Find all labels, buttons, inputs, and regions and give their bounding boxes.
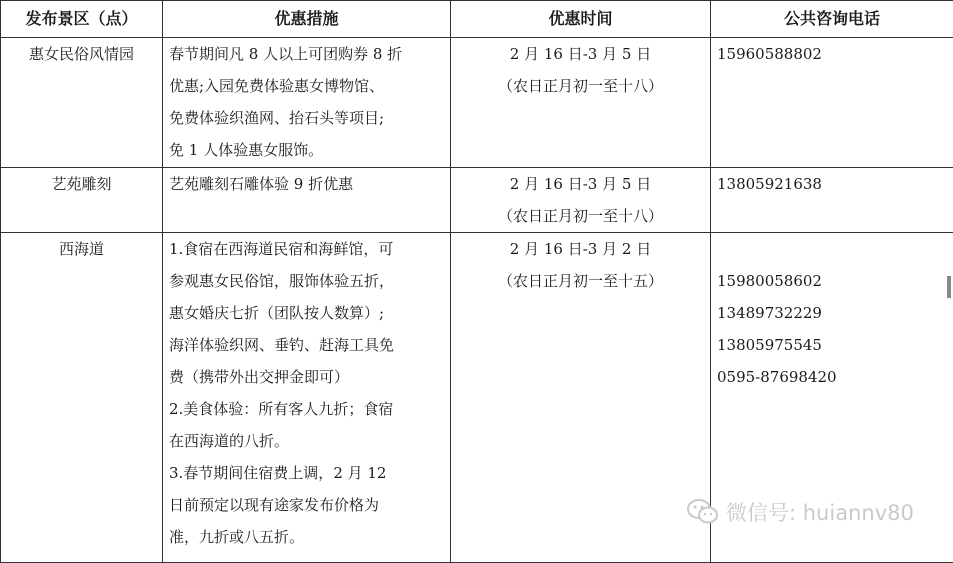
- offer-line: 在西海道的八折。: [169, 425, 444, 457]
- spot-name: 艺苑雕刻: [1, 168, 163, 233]
- phone-spacer: [717, 233, 947, 265]
- offer-line: 免费体验织渔网、抬石头等项目;: [169, 102, 444, 134]
- offer-line: 海洋体验织网、垂钓、赶海工具免: [169, 329, 444, 361]
- offer-cell: [163, 168, 451, 233]
- offer-line: 3.春节期间住宿费上调，2 月 12: [169, 457, 444, 489]
- header-offer: 优惠措施: [163, 1, 451, 38]
- offer-line: 2.美食体验：所有客人九折；食宿: [169, 393, 444, 425]
- table-header-row: [1, 1, 953, 38]
- time-lunar: （农日正月初一至十八）: [457, 70, 704, 102]
- phone-number: 13489732229: [717, 297, 947, 329]
- time-cell: [451, 233, 711, 563]
- spot-name: 惠女民俗风情园: [1, 38, 163, 168]
- time-lunar: （农日正月初一至十八）: [457, 200, 704, 232]
- offer-line: 准，九折或八五折。: [169, 521, 444, 553]
- offer-line: 艺苑雕刻石雕体验 9 折优惠: [169, 168, 444, 200]
- table-row: [1, 168, 953, 233]
- phone-number: 13805921638: [717, 168, 947, 200]
- watermark: [686, 497, 914, 527]
- scroll-indicator[interactable]: [947, 276, 951, 298]
- offer-cell: [163, 233, 451, 563]
- offer-line: 优惠;入园免费体验惠女博物馆、: [169, 70, 444, 102]
- wechat-icon: [686, 498, 720, 526]
- phone-cell: [711, 168, 953, 233]
- offer-line: 1.食宿在西海道民宿和海鲜馆，可: [169, 233, 444, 265]
- offer-line: 日前预定以现有途家发布价格为: [169, 489, 444, 521]
- offer-line: 参观惠女民俗馆，服饰体验五折，: [169, 265, 444, 297]
- phone-cell: [711, 38, 953, 168]
- header-spot: 发布景区（点）: [1, 1, 163, 38]
- offer-line: 免 1 人体验惠女服饰。: [169, 134, 444, 166]
- phone-number: 13805975545: [717, 329, 947, 361]
- spot-name: 西海道: [1, 233, 163, 563]
- offer-line: 春节期间凡 8 人以上可团购券 8 折: [169, 38, 444, 70]
- phone-number: 15980058602: [717, 265, 947, 297]
- table-row: [1, 38, 953, 168]
- watermark-text: 微信号: huiannv80: [726, 497, 914, 527]
- time-range: 2 月 16 日-3 月 5 日: [457, 168, 704, 200]
- header-time: 优惠时间: [451, 1, 711, 38]
- offer-line: 费（携带外出交押金即可）: [169, 361, 444, 393]
- offer-line: 惠女婚庆七折（团队按人数算）;: [169, 297, 444, 329]
- time-lunar: （农日正月初一至十五）: [457, 265, 704, 297]
- time-range: 2 月 16 日-3 月 5 日: [457, 38, 704, 70]
- time-range: 2 月 16 日-3 月 2 日: [457, 233, 704, 265]
- header-phone: 公共咨询电话: [711, 1, 953, 38]
- time-cell: [451, 168, 711, 233]
- time-cell: [451, 38, 711, 168]
- offer-cell: [163, 38, 451, 168]
- phone-number: 0595-87698420: [717, 361, 947, 393]
- phone-number: 15960588802: [717, 38, 947, 70]
